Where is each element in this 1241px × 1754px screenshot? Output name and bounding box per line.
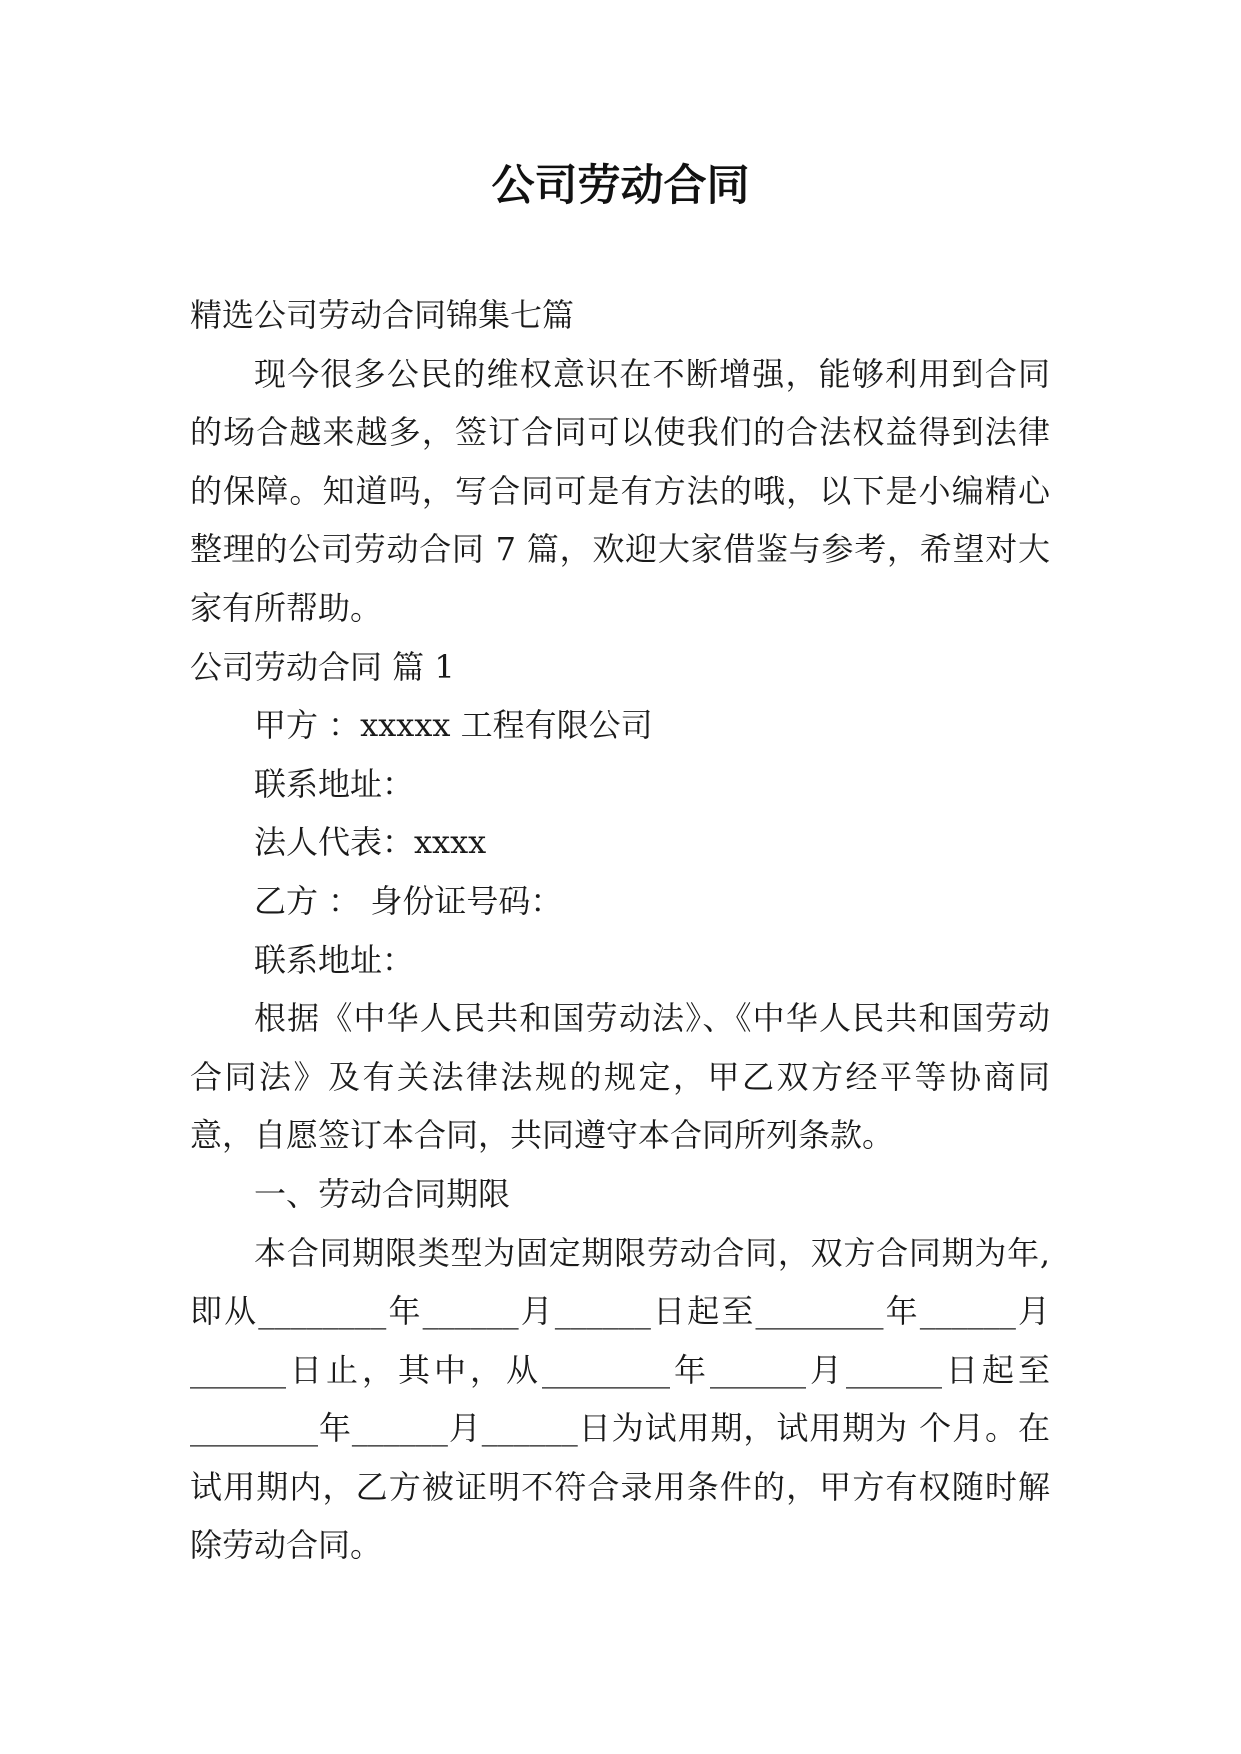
legal-representative-line: 法人代表：xxxx	[254, 823, 487, 862]
contract-term-paragraph: 本合同期限类型为固定期限劳动合同，双方合同期为年,即从________年______月______日起至________年______月______日止，其中，从________年______月______日起至________年______月______日为试用期，试用期为 个月。在试用期内，乙方被证明不符合录用条件的，甲方有权随时解除劳动合同。	[190, 1233, 1050, 1565]
party-b-line: 乙方 ： 身份证号码：	[254, 881, 563, 920]
legal-basis-paragraph: 根据《中华人民共和国劳动法》、《中华人民共和国劳动合同法》及有关法律法规的规定，甲乙双方经平等协商同意，自愿签订本合同，共同遵守本合同所列条款。	[190, 999, 1050, 1155]
party-b-address-line: 联系地址：	[254, 940, 415, 979]
clause-heading: 一、劳动合同期限	[254, 1174, 511, 1213]
party-a-line: 甲方 ：xxxxx 工程有限公司	[254, 706, 653, 745]
party-a-address-line: 联系地址：	[254, 764, 415, 803]
section-heading: 公司劳动合同 篇 1	[190, 647, 455, 686]
intro-heading: 精选公司劳动合同锦集七篇	[190, 296, 575, 334]
document-title: 公司劳动合同	[491, 161, 750, 211]
intro-paragraph: 现今很多公民的维权意识在不断增强，能够利用到合同的场合越来越多，签订合同可以使我们的合法权益得到法律的保障。知道吗，写合同可是有方法的哦，以下是小编精心整理的公司劳动合同 7 篇，欢迎大家借鉴与参考，希望对大家有所帮助。	[190, 354, 1050, 627]
document-body	[190, 286, 1050, 1575]
